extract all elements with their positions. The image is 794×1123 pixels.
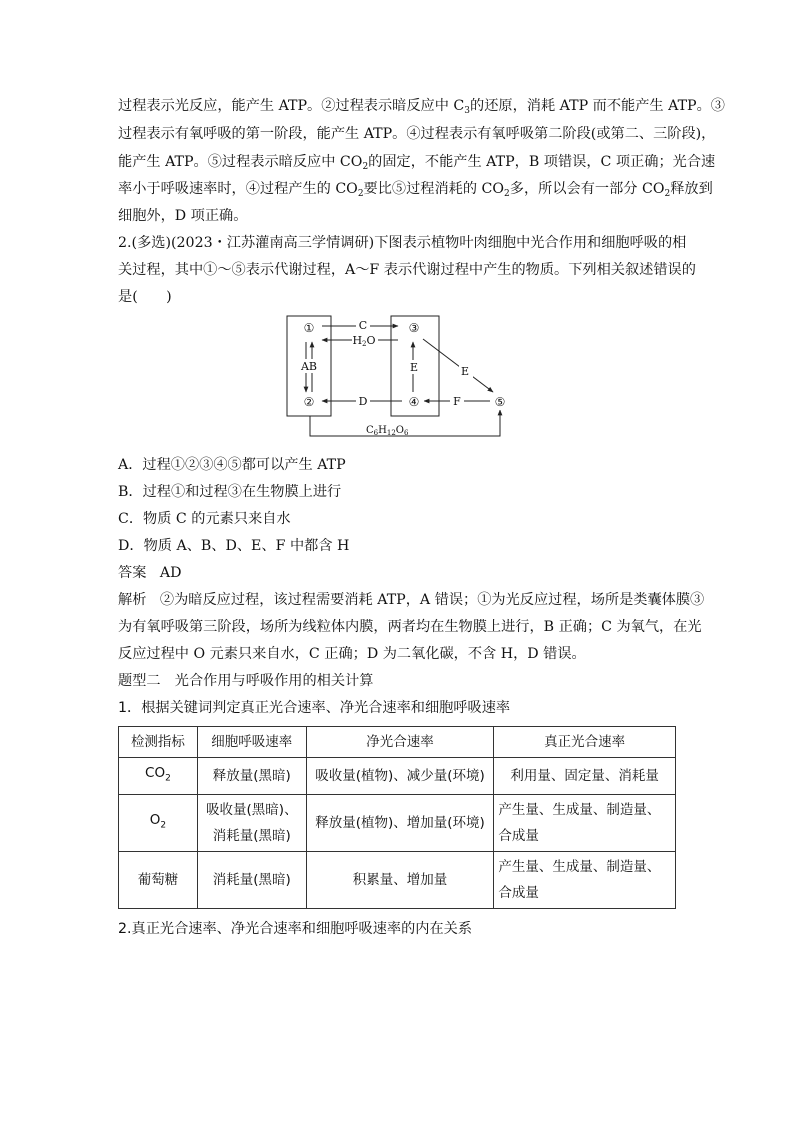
- analysis-line-2: 为有氧呼吸第三阶段，场所为线粒体内膜，两者均在生物膜上进行，B 正确；C 为氧气，在光: [118, 619, 702, 635]
- paragraph-line-5: 细胞外，D 项正确。: [118, 208, 248, 224]
- label-f: F: [453, 395, 461, 408]
- table-row: [119, 758, 676, 795]
- paragraph-line-1: 过程表示光反应，能产生 ATP。②过程表示暗反应中 $C_3$的还原，消耗 ATP 而不能产生 ATP。③: [118, 98, 725, 116]
- respiration-cell: 释放量(黑暗): [197, 758, 306, 795]
- node-1: ①: [303, 321, 315, 335]
- label-glucose: $C_6H_{12}O_6$: [366, 425, 409, 437]
- table-row: [119, 794, 676, 851]
- node-3: ③: [408, 321, 420, 335]
- section-subheading-2: 2.真正光合速率、净光合速率和细胞呼吸速率的内在关系: [118, 921, 473, 937]
- question-line-1: 2.(多选)(2023・江苏灌南高三学情调研)下图表示植物叶肉细胞中光合作用和细胞呼吸的相: [118, 235, 687, 251]
- table-row: [119, 851, 676, 908]
- indicator-cell: $O_2$: [119, 794, 198, 851]
- table-header-row: [119, 727, 676, 758]
- label-c: C: [358, 319, 368, 332]
- table-header-cell: 真正光合速率: [494, 727, 676, 758]
- option-d: D．物质 A、B、D、E、F 中都含 H: [118, 538, 350, 554]
- question-line-2: 关过程，其中①～⑤表示代谢过程，A～F 表示代谢过程中产生的物质。下列相关叙述错误的: [118, 262, 696, 278]
- label-h2o: H2O: [352, 334, 376, 348]
- net-cell: 吸收量(植物)、减少量(环境): [306, 758, 494, 795]
- section-subheading-1: 1．根据关键词判定真正光合速率、净光合速率和细胞呼吸速率: [118, 700, 511, 716]
- net-cell: 积累量、增加量: [306, 851, 494, 908]
- node-2: ②: [303, 395, 315, 409]
- section-title: 题型二 光合作用与呼吸作用的相关计算: [118, 673, 374, 689]
- gross-cell: 利用量、固定量、消耗量: [494, 758, 676, 795]
- respiration-cell: 吸收量(黑暗)、消耗量(黑暗): [197, 794, 306, 851]
- node-5: ⑤: [494, 395, 506, 409]
- rate-keyword-table: [118, 726, 676, 909]
- paragraph-line-2: 过程表示有氧呼吸的第一阶段，能产生 ATP。④过程表示有氧呼吸第二阶段(或第二、三阶段)，: [118, 126, 716, 142]
- paragraph-line-3: 能产生 ATP。⑤过程表示暗反应中 $CO_2$的固定，不能产生 ATP，B 项错误，C 项正确；光合速: [118, 154, 716, 172]
- gross-cell: 产生量、生成量、制造量、合成量: [494, 794, 676, 851]
- answer-value: AD: [159, 565, 182, 581]
- node-4: ④: [408, 395, 420, 409]
- question-line-3: 是( ): [118, 289, 172, 305]
- net-cell: 释放量(植物)、增加量(环境): [306, 794, 494, 851]
- label-d: D: [358, 395, 368, 408]
- analysis-line-3: 反应过程中 O 元素只来自水，C 正确；D 为二氧化碳，不含 H，D 错误。: [118, 646, 586, 662]
- answer-line: [118, 563, 182, 583]
- metabolism-diagram: [280, 312, 520, 440]
- arrow-3-to-5: [423, 339, 493, 392]
- respiration-cell: 消耗量(黑暗): [197, 851, 306, 908]
- option-b: B．过程①和过程③在生物膜上进行: [118, 484, 342, 500]
- analysis-line-1: 解析 ②为暗反应过程，该过程需要消耗 ATP，A 错误；①为光反应过程，场所是类囊体膜③: [118, 592, 705, 608]
- option-a: A．过程①②③④⑤都可以产生 ATP: [118, 457, 346, 473]
- label-e-side: E: [460, 365, 470, 378]
- paragraph-line-4: 率小于呼吸速率时，④过程产生的 $CO_2$要比⑤过程消耗的 $CO_2$多，所以会有一部分 $CO_2$释放到: [118, 181, 713, 199]
- table-header-cell: 净光合速率: [306, 727, 494, 758]
- indicator-cell: 葡萄糖: [119, 851, 198, 908]
- analysis-label: 解析: [118, 592, 147, 608]
- table-header-cell: 检测指标: [119, 727, 198, 758]
- label-ab: AB: [300, 360, 318, 373]
- gross-cell: 产生量、生成量、制造量、合成量: [494, 851, 676, 908]
- answer-label: 答案: [118, 565, 147, 581]
- indicator-cell: $CO_2$: [119, 758, 198, 795]
- table-header-cell: 细胞呼吸速率: [197, 727, 306, 758]
- option-c: C．物质 C 的元素只来自水: [118, 511, 291, 527]
- label-e-mid: E: [409, 361, 419, 374]
